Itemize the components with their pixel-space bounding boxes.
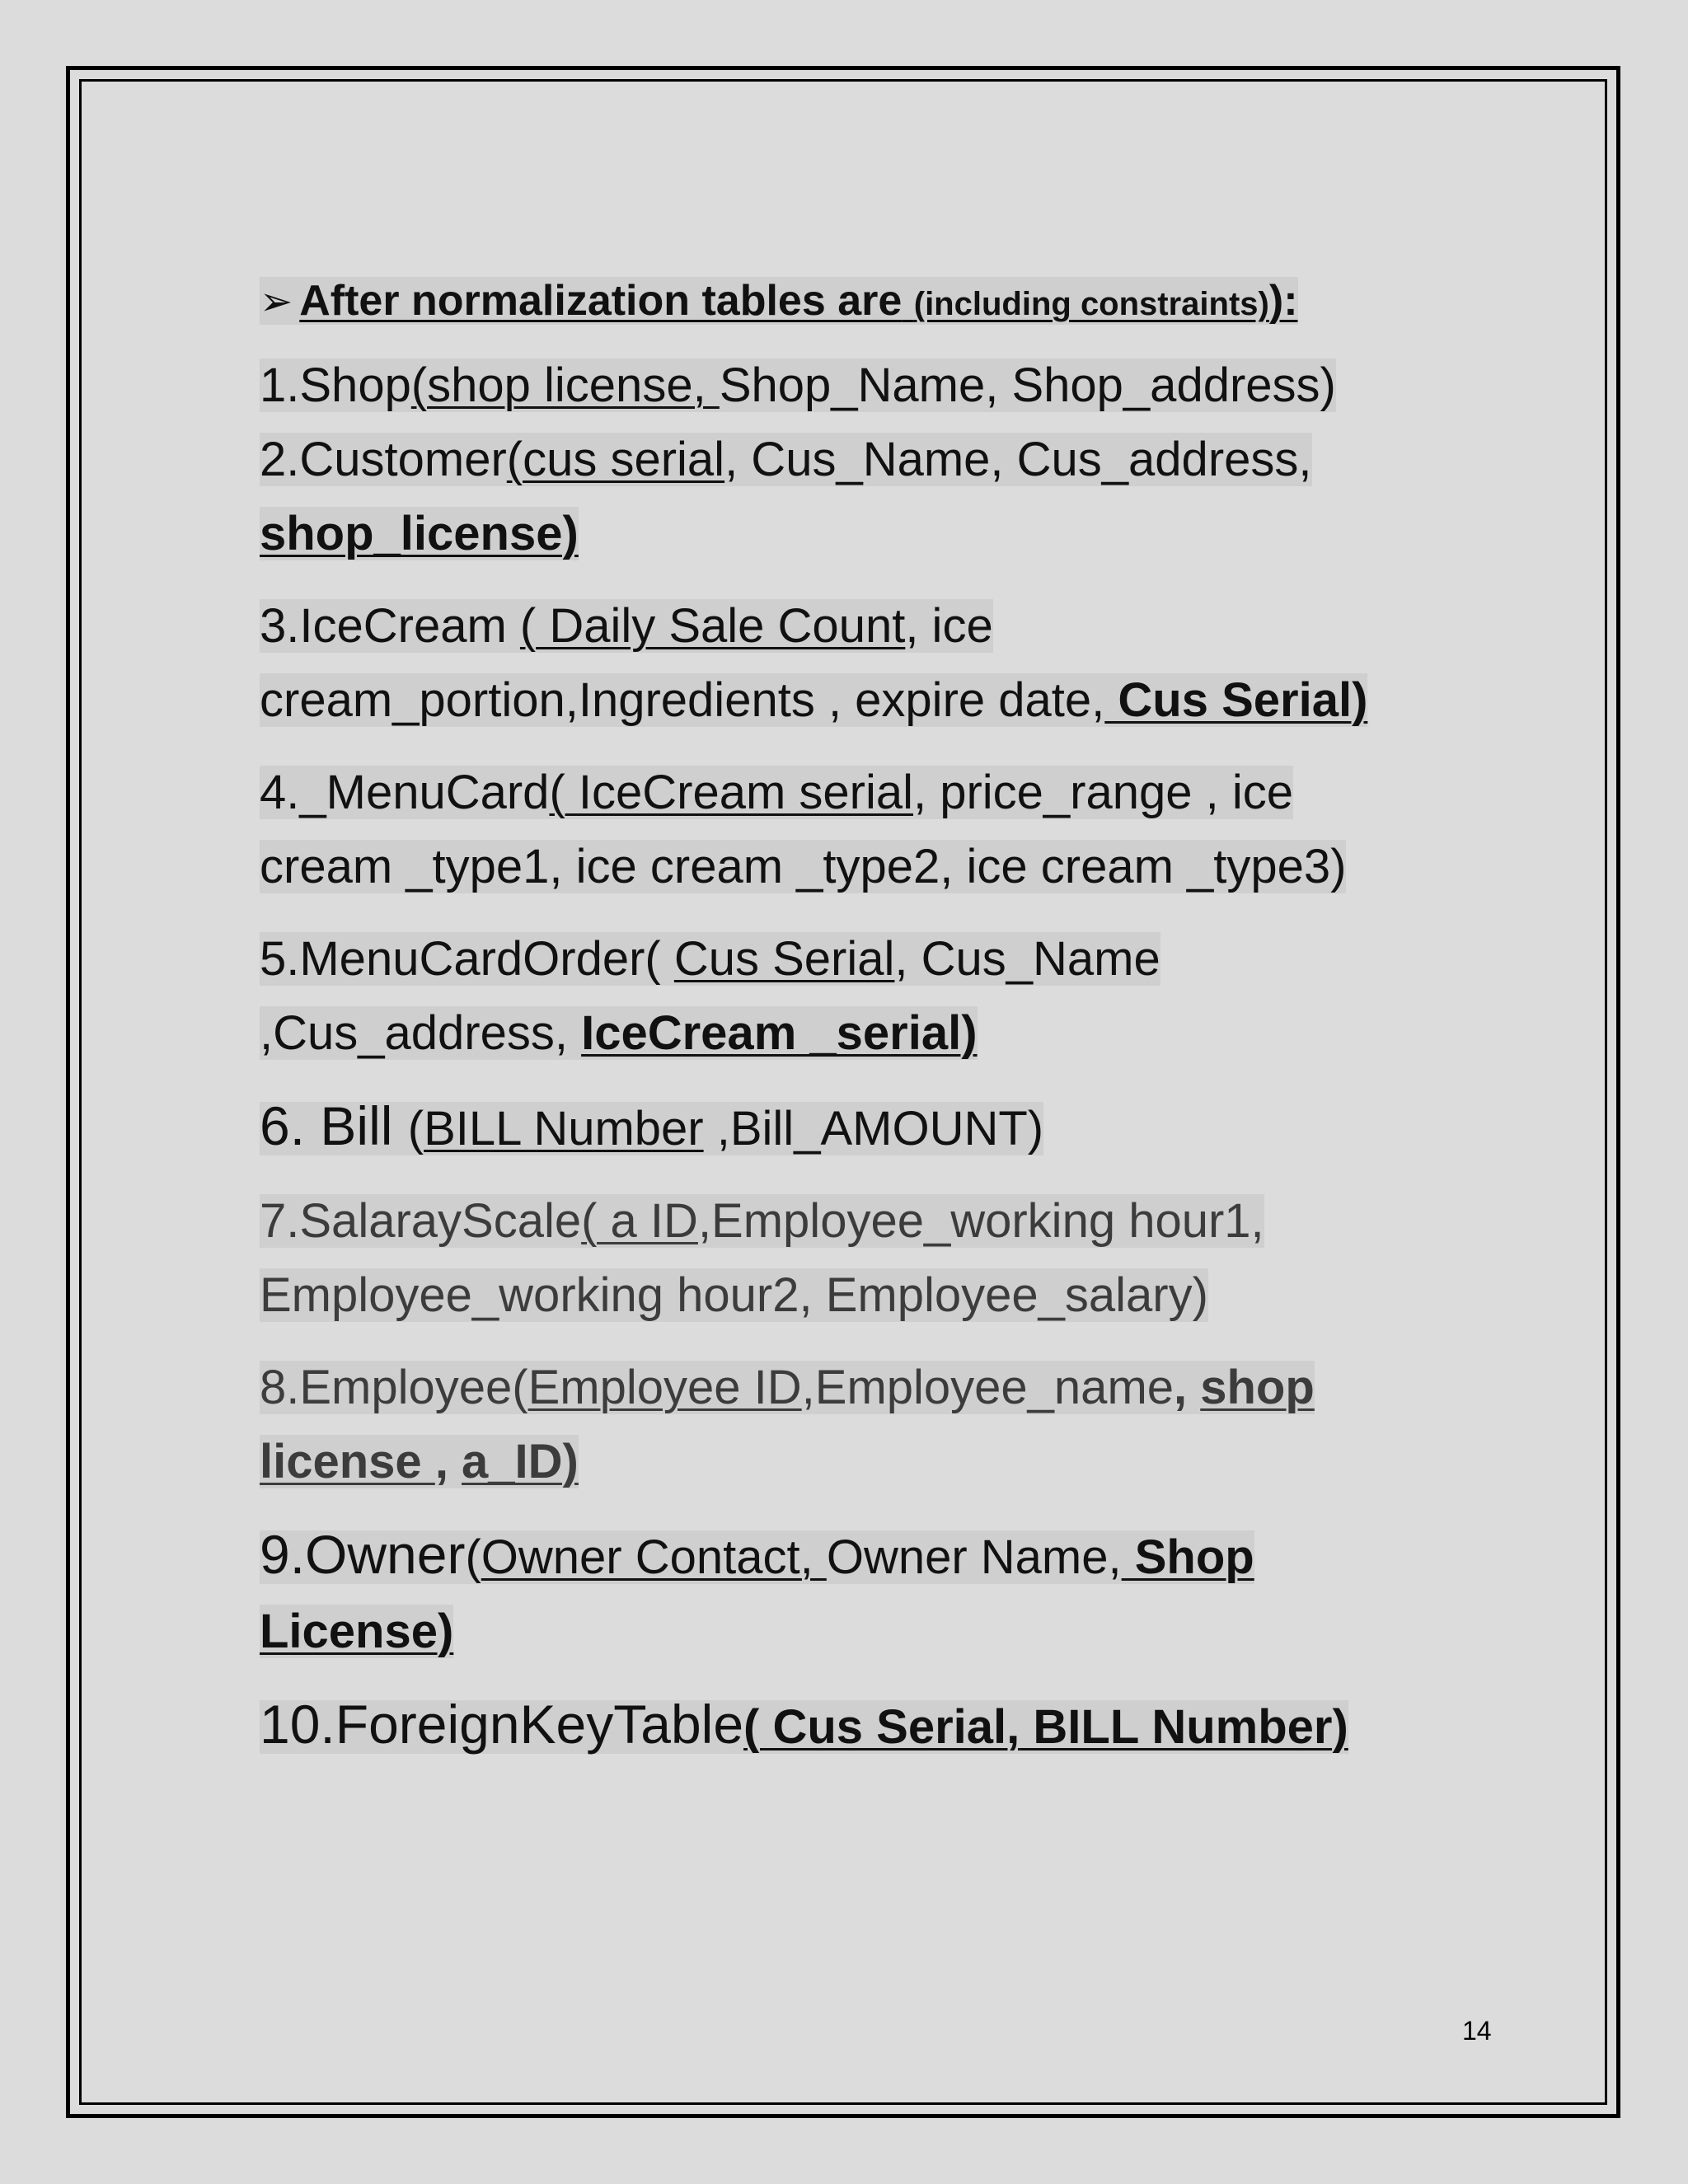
heading-text: After normalization tables are — [299, 277, 903, 325]
table-foreignkeytable: 10.ForeignKeyTable( Cus Serial, BILL Number) — [260, 1694, 1348, 1755]
primary-key: (shop license, — [410, 359, 720, 412]
primary-key: ( a ID — [581, 1194, 698, 1248]
foreign-key: ( Cus Serial, — [743, 1700, 1020, 1754]
foreign-key: BILL Number) — [1020, 1700, 1348, 1754]
heading-constraints-note: (including constraints) — [913, 286, 1269, 322]
table-icecream: 3.IceCream ( Daily Sale Count, ice cream_portion,Ingredients , expire date, Cus Serial) — [260, 599, 1368, 727]
foreign-key: a_ID) — [462, 1435, 579, 1488]
table-employee: 8.Employee(Employee ID,Employee_name, shop license , a_ID) — [260, 1361, 1315, 1488]
table-salaryscale: 7.SalarayScale( a ID,Employee_working hour1, Employee_working hour2, Employee_salary) — [260, 1194, 1264, 1322]
foreign-key: shop — [1200, 1361, 1315, 1414]
arrow-bullet-icon: ➢ — [260, 280, 293, 324]
primary-key: Employee ID — [528, 1361, 802, 1414]
table-menucardorder: 5.MenuCardOrder( Cus Serial, Cus_Name ,Cus_address, IceCream _serial) — [260, 932, 1160, 1060]
page-number: 14 — [1462, 2016, 1492, 2046]
primary-key: (cus serial — [506, 433, 725, 486]
foreign-key: shop_license) — [260, 507, 579, 560]
primary-key: Owner Contact, — [481, 1530, 827, 1584]
heading-end: ): — [1268, 277, 1298, 325]
primary-key: ( Daily Sale Count — [519, 599, 906, 653]
section-heading — [260, 268, 1463, 337]
primary-key: BILL Number — [424, 1102, 704, 1155]
foreign-key: license — [260, 1435, 435, 1488]
primary-key: Cus Serial — [673, 932, 895, 986]
table-owner: 9.Owner(Owner Contact, Owner Name, Shop License) — [260, 1524, 1254, 1658]
foreign-key: Shop — [1121, 1530, 1254, 1584]
table-shop: 1.Shop(shop license, Shop_Name, Shop_address) — [260, 359, 1336, 412]
table-menucard: 4._MenuCard( IceCream serial, price_range , ice cream _type1, ice cream _type2, ice cream _type3) — [260, 766, 1347, 893]
foreign-key: License) — [260, 1605, 454, 1658]
table-customer: 2.Customer(cus serial, Cus_Name, Cus_address, shop_license) — [260, 433, 1312, 560]
document-content — [260, 268, 1463, 1765]
foreign-key: Cus Serial) — [1104, 673, 1368, 727]
primary-key: ( IceCream serial — [549, 766, 913, 819]
foreign-key: IceCream _serial) — [581, 1006, 978, 1060]
table-bill: 6. Bill (BILL Number ,Bill_AMOUNT) — [260, 1095, 1044, 1156]
